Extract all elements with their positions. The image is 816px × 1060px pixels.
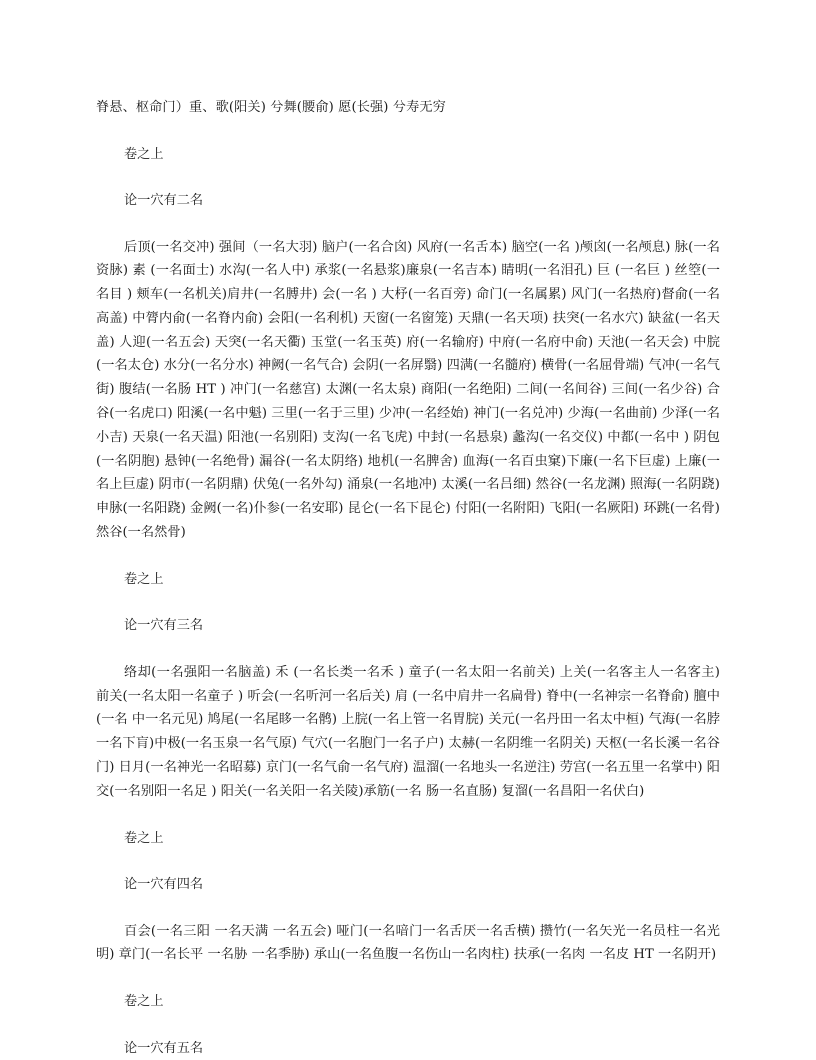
section-body-text: 后顶(一名交冲) 强间（一名大羽) 脑户(一名合囟) 风府(一名舌本) 脑空(一名 )颅囟(一名颅息) 脉(一名资脉) 素 (一名面士) 水沟(一名人中) 承浆(一名悬浆)廉泉(一名吉本) 睛明(一名泪孔) 巨 (一名巨 ) 丝箜(一名目 ) 颊车(一名机关)肩井(一名膊井) 会(一名 ) 大杼(一名百旁) 命门(一名属累) 风门(一名热府)督俞(一名高盖) 中膂内俞(一名脊内俞) 会阳(一名利机) 天窗(一名窗笼) 天鼎(一名天项) 扶突(一名水穴) 缺盆(一名天盖) 人迎(一名五会) 天突(一名天衢) 玉堂(一名玉英) 府(一名输府) 中府(一名府中俞) 天池(一名天会) 中脘(一名太仓) 水分(一名分水) 神阙(一名气合) 会阴(一名屏翳) 四满(一名髓府) 横骨(一名屈骨端) 气冲(一名气街) 腹结(一名肠 HT ) 冲门(一名慈宫) 太渊(一名太泉) 商阳(一名绝阳) 二间(一名间谷) 三间(一名少谷) 合谷(一名虎口) 阳溪(一名中魁) 三里(一名于三里) 少冲(一名经始) 神门(一名兑冲) 少海(一名曲前) 少泽(一名小吉) 天泉(一名天温) 阳池(一名别阳) 支沟(一名飞虎) 中封(一名悬泉) 蠡沟(一名交仪) 中都(一名中 ) 阴包(一名阴胞) 悬钟(一名绝骨) 漏谷(一名太阴络) 地机(一名脾舍) 血海(一名百虫窠)下廉(一名下巨虚) 上廉(一名上巨虚) 阴市(一名阴鼎) 伏兔(一名外勾) 涌泉(一名地冲) 太溪(一名吕细) 然谷(一名龙渊) 照海(一名阴跷) 申脉(一名阳跷) 金阙(一名)仆参(一名安耶) 昆仑(一名下昆仑) 付阳(一名附阳) 飞阳(一名厥阳) 环跳(一名骨) 然谷(一名然骨)	[96, 239, 720, 541]
running-continuation-line: 脊悬、枢命门）重、歌(阳关) 兮舞(腰俞) 愿(长强) 兮寿无穷	[96, 100, 446, 115]
section-three-names	[96, 568, 720, 804]
section-heading: 论一穴有三名	[124, 618, 204, 634]
volume-marker: 卷之上	[124, 571, 164, 587]
volume-marker: 卷之上	[124, 146, 164, 162]
volume-marker: 卷之上	[124, 994, 164, 1010]
section-heading: 论一穴有五名	[124, 1040, 204, 1056]
document-body	[96, 96, 720, 1060]
section-body-text: 络却(一名强阳一名脑盖) 禾 (一名长类一名禾 ) 童子(一名太阳一名前关) 上关(一名客主人一名客主) 前关(一名太阳一名童子 ) 听会(一名听河一名后关) 肩 (一名中肩井一名扁骨) 脊中(一名神宗一名脊俞) 膻中(一名 中一名元见) 鸠尾(一名尾眵一名鹘) 上脘(一名上管一名胃脘) 关元(一名丹田一名太中桓) 气海(一名脖 一名下肓)中极(一名玉泉一名气原) 气穴(一名胞门一名子户) 太赫(一名阴维一名阴关) 天枢(一名长溪一名谷门) 日月(一名神光一名昭募) 京门(一名气俞一名气府) 温溜(一名地头一名逆注) 劳宫(一名五里一名掌中) 阳交(一名别阳一名足 ) 阳关(一名关阳一名关陵)承筋(一名 肠一名直肠) 复溜(一名昌阳一名伏白)	[96, 664, 720, 799]
section-heading: 论一穴有四名	[124, 877, 204, 893]
volume-marker: 卷之上	[124, 830, 164, 846]
section-body-text: 百会(一名三阳 一名天满 一名五会) 哑门(一名喑门一名舌厌一名舌横) 攒竹(一名矢光一名员柱一名光明) 章门(一名长平 一名胁 一名季胁) 承山(一名鱼腹一名伤山一名肉柱) 扶承(一名肉 一名皮 HT 一名阴开)	[96, 923, 720, 963]
section-five-names	[96, 990, 720, 1060]
section-four-names	[96, 827, 720, 968]
section-heading: 论一穴有二名	[124, 193, 204, 208]
section-two-names	[96, 143, 720, 545]
